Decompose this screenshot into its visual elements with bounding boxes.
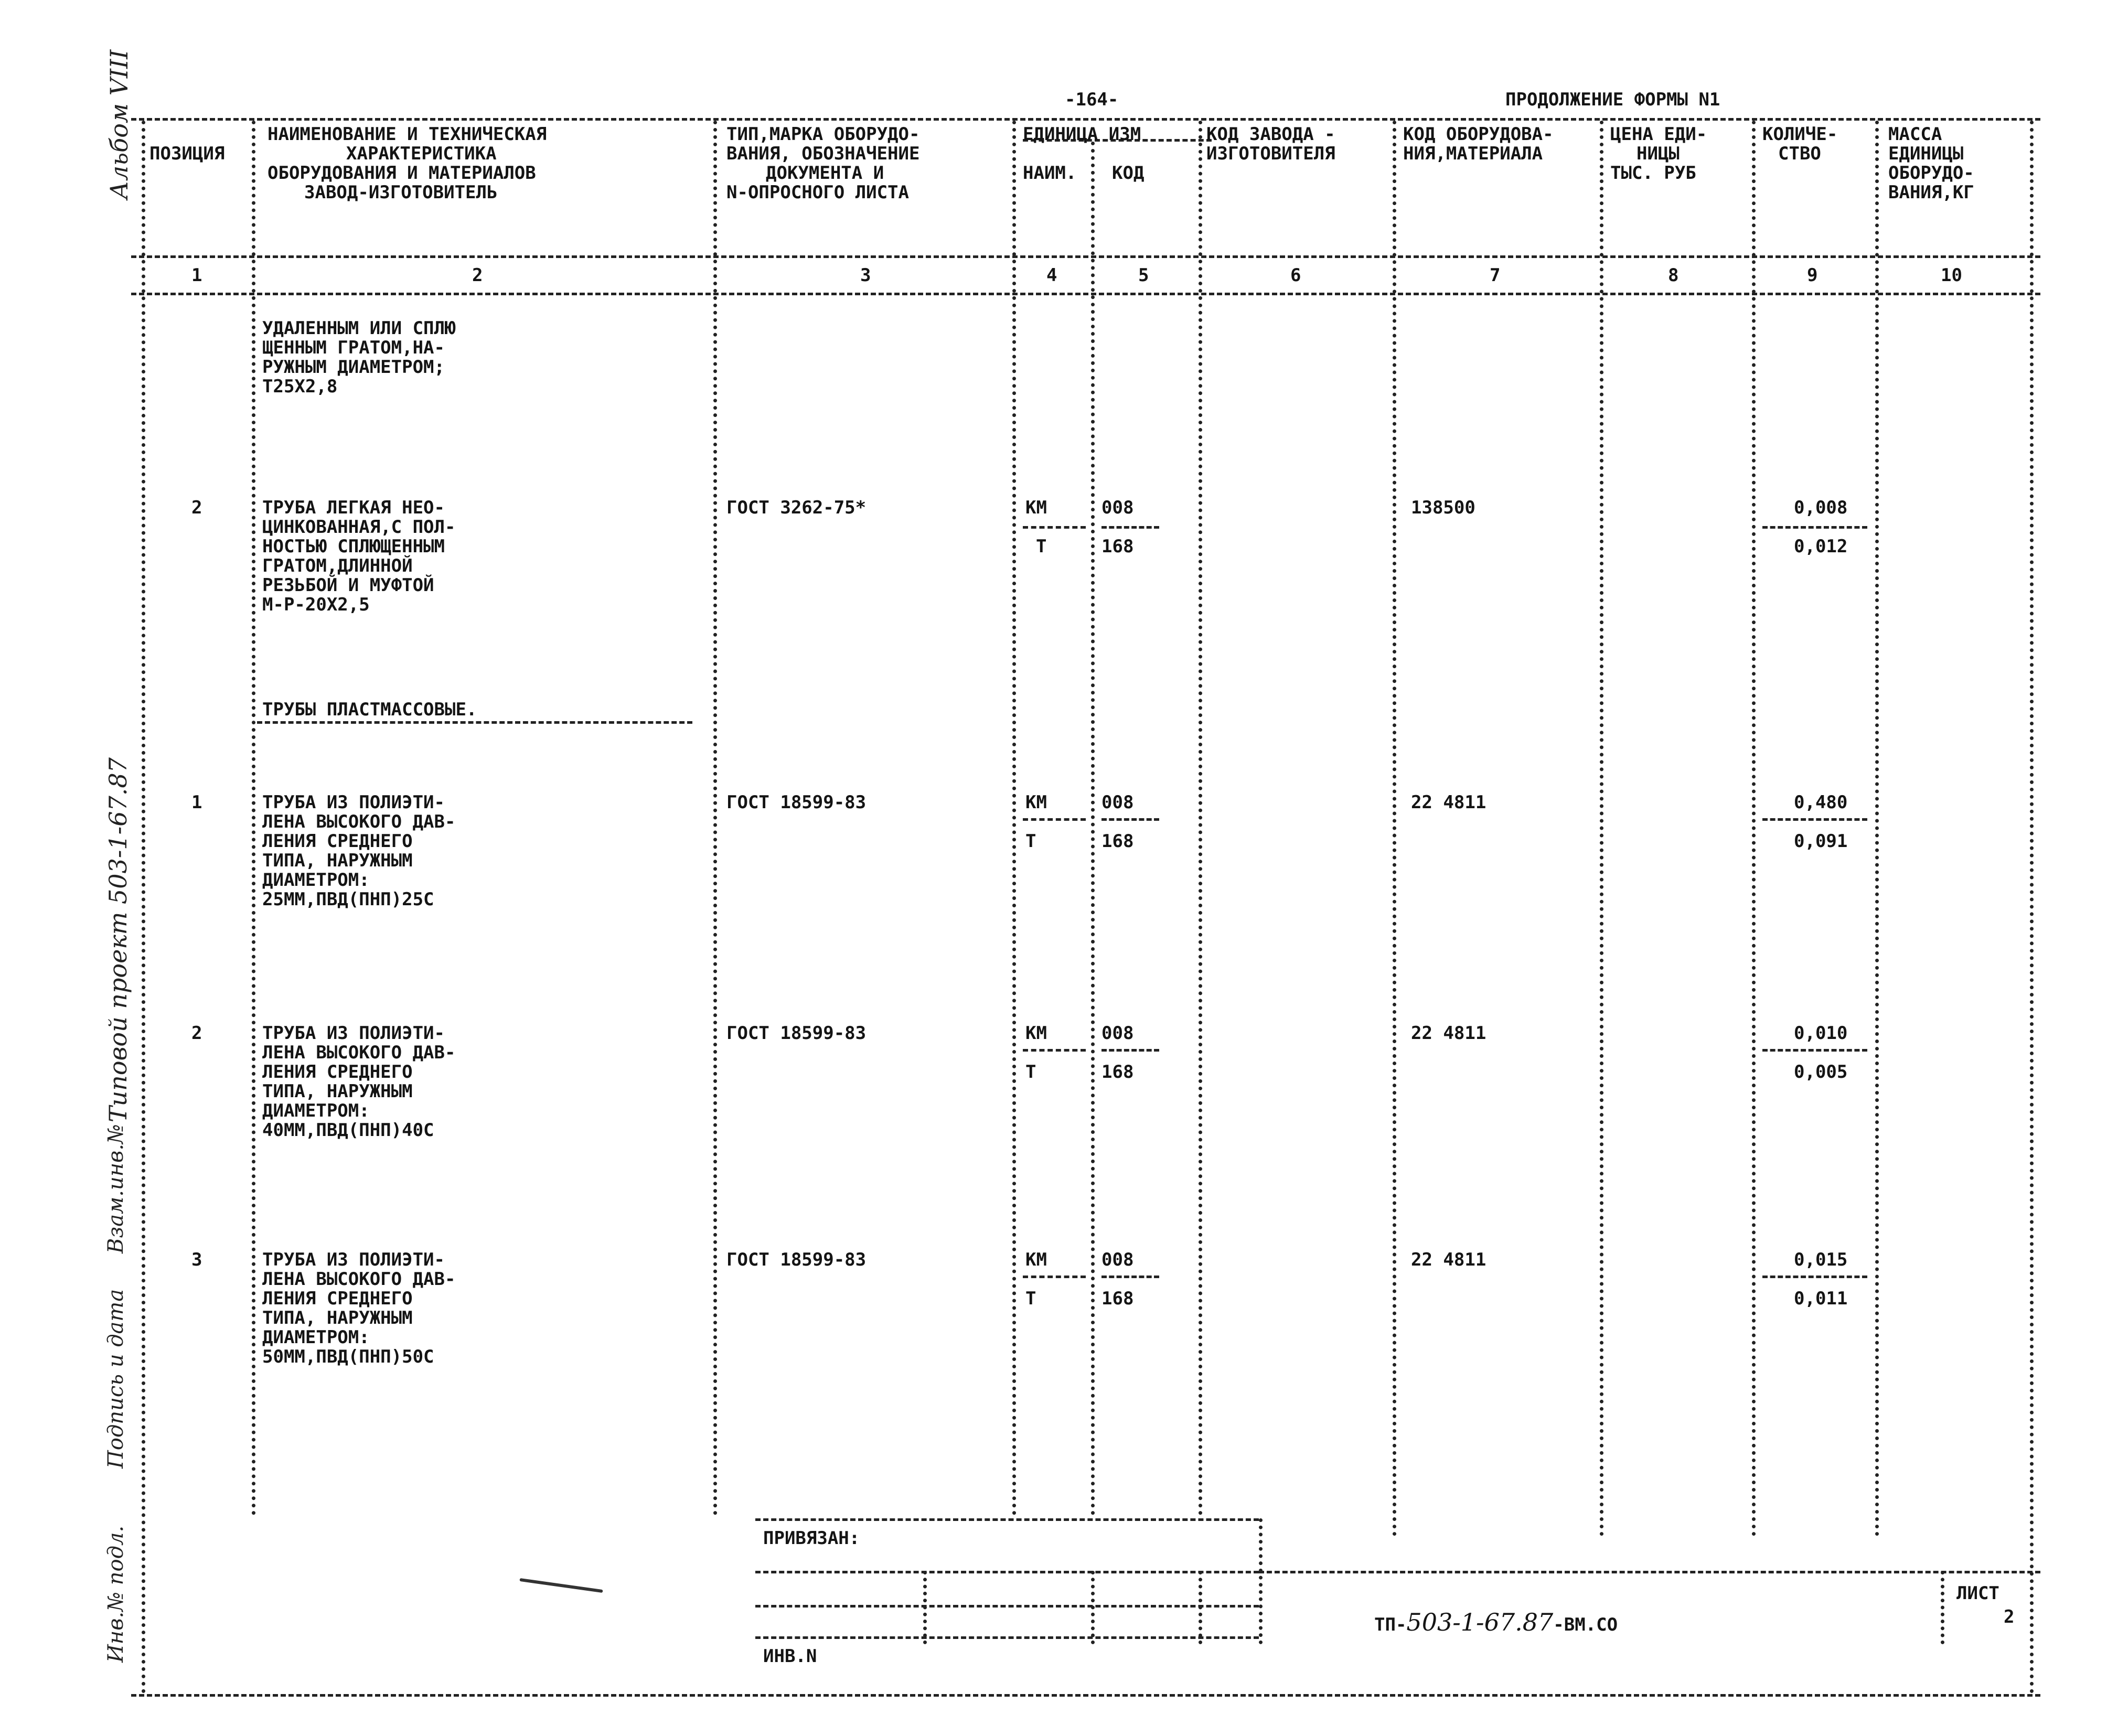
row-name-line: РУЖНЫМ ДИАМЕТРОМ; bbox=[262, 357, 445, 378]
row-name-line: ТРУБА ИЗ ПОЛИЭТИ- bbox=[262, 1023, 445, 1044]
side-label-vzam: Взам.инв.№ bbox=[104, 1124, 128, 1253]
header-mass: ВАНИЯ,КГ bbox=[1888, 182, 1974, 203]
col-border bbox=[1600, 121, 1603, 1537]
row-doc: ГОСТ 3262-75* bbox=[726, 497, 867, 518]
col-border bbox=[1752, 121, 1756, 1537]
row-name-line: 50ММ,ПВД(ПНП)50С bbox=[262, 1346, 434, 1367]
row-unit: Т bbox=[1025, 1288, 1036, 1309]
row-name-line: ТИПА, НАРУЖНЫМ bbox=[262, 1308, 413, 1328]
row-name-line: ТИПА, НАРУЖНЫМ bbox=[262, 1081, 413, 1102]
unit-sep bbox=[1023, 1049, 1086, 1052]
row-name-line: ЩЕННЫМ ГРАТОМ,НА- bbox=[262, 337, 445, 358]
row-qty: 0,010 bbox=[1794, 1023, 1848, 1044]
stamp-border bbox=[1199, 1571, 1202, 1644]
row-doc: ГОСТ 18599-83 bbox=[726, 792, 867, 813]
pen-stroke-mark bbox=[519, 1578, 603, 1593]
header-mass: МАССА bbox=[1888, 124, 1942, 145]
stamp-border bbox=[1941, 1571, 1944, 1644]
col-border bbox=[1199, 121, 1202, 1516]
header-price: ЦЕНА ЕДИ- bbox=[1610, 124, 1707, 145]
row-code: 008 bbox=[1101, 497, 1134, 518]
stamp-border bbox=[1091, 1571, 1095, 1644]
col-border bbox=[252, 121, 255, 1516]
header-unit: ЕДИНИЦА ИЗМ bbox=[1023, 124, 1141, 145]
col-number: 8 bbox=[1668, 265, 1679, 286]
row-position: 2 bbox=[191, 1023, 202, 1044]
col-number: 4 bbox=[1046, 265, 1057, 286]
doc-code-suffix: -ВМ.СО bbox=[1553, 1614, 1618, 1635]
row-name-line: ТРУБА ИЗ ПОЛИЭТИ- bbox=[262, 1249, 445, 1270]
header-factory-code: ИЗГОТОВИТЕЛЯ bbox=[1206, 143, 1335, 164]
col-border bbox=[713, 121, 717, 1516]
row-unit: КМ bbox=[1025, 1023, 1047, 1044]
row-name-line: ТРУБА ИЗ ПОЛИЭТИ- bbox=[262, 792, 445, 813]
page-number: -164- bbox=[1065, 89, 1119, 110]
row-material-code: 22 4811 bbox=[1411, 1249, 1486, 1270]
sheet-number: 2 bbox=[2004, 1606, 2015, 1627]
row-unit: Т bbox=[1036, 536, 1047, 557]
row-name-line: ЛЕНИЯ СРЕДНЕГО bbox=[262, 1288, 413, 1309]
row-name-line: ДИАМЕТРОМ: bbox=[262, 1327, 370, 1348]
header-name-line: НАИМЕНОВАНИЕ И ТЕХНИЧЕСКАЯ bbox=[268, 124, 547, 145]
row-unit: Т bbox=[1025, 1062, 1036, 1083]
row-name-line: ЛЕНА ВЫСОКОГО ДАВ- bbox=[262, 1269, 456, 1290]
side-label-album: Альбом VIII bbox=[105, 49, 133, 199]
sheet-label: ЛИСТ bbox=[1956, 1583, 1999, 1604]
row-position: 1 bbox=[191, 792, 202, 813]
row-qty: 0,091 bbox=[1794, 831, 1848, 852]
header-material-code: КОД ОБОРУДОВА- bbox=[1403, 124, 1554, 145]
row-unit: КМ bbox=[1025, 497, 1047, 518]
section-heading: ТРУБЫ ПЛАСТМАССОВЫЕ. bbox=[262, 699, 477, 720]
row-material-code: 22 4811 bbox=[1411, 1023, 1486, 1044]
row-name-line: ЛЕНА ВЫСОКОГО ДАВ- bbox=[262, 811, 456, 832]
code-sep bbox=[1101, 526, 1159, 529]
row-qty: 0,012 bbox=[1794, 536, 1848, 557]
col-number: 10 bbox=[1941, 265, 1962, 286]
header-mass: ЕДИНИЦЫ bbox=[1888, 143, 1964, 164]
col-number: 3 bbox=[860, 265, 871, 286]
row-name-line: НОСТЬЮ СПЛЮЩЕННЫМ bbox=[262, 536, 445, 557]
stamp-rule bbox=[755, 1518, 1259, 1521]
row-name-line: ДИАМЕТРОМ: bbox=[262, 870, 370, 891]
row-name-line: М-Р-20Х2,5 bbox=[262, 594, 370, 615]
header-unit-code: КОД bbox=[1112, 163, 1145, 184]
row-code: 168 bbox=[1101, 1288, 1134, 1309]
row-material-code: 22 4811 bbox=[1411, 792, 1486, 813]
row-qty: 0,015 bbox=[1794, 1249, 1848, 1270]
stamp-inv: ИНВ.N bbox=[763, 1646, 817, 1667]
header-qty: СТВО bbox=[1778, 143, 1821, 164]
row-code: 008 bbox=[1101, 1023, 1134, 1044]
header-name-line: ХАРАКТЕРИСТИКА bbox=[346, 143, 497, 164]
side-label-inv-podl: Инв.№ подл. bbox=[104, 1525, 128, 1663]
row-unit: КМ bbox=[1025, 792, 1047, 813]
col-number: 2 bbox=[472, 265, 483, 286]
stamp-rule bbox=[755, 1571, 1259, 1573]
col-border bbox=[1393, 121, 1396, 1537]
row-code: 168 bbox=[1101, 1062, 1134, 1083]
doc-code bbox=[1374, 1608, 1618, 1636]
code-sep bbox=[1101, 1276, 1159, 1278]
row-qty: 0,005 bbox=[1794, 1062, 1848, 1083]
qty-sep bbox=[1762, 526, 1867, 529]
row-code: 008 bbox=[1101, 1249, 1134, 1270]
header-position: ПОЗИЦИЯ bbox=[149, 143, 225, 164]
row-qty: 0,011 bbox=[1794, 1288, 1848, 1309]
row-qty: 0,480 bbox=[1794, 792, 1848, 813]
unit-sep bbox=[1023, 818, 1086, 821]
rule-section-underline bbox=[257, 721, 692, 724]
row-unit: Т bbox=[1025, 831, 1036, 852]
row-name-line: ТРУБА ЛЕГКАЯ НЕО- bbox=[262, 497, 445, 518]
stamp-rule-title bbox=[1259, 1571, 2040, 1573]
row-unit: КМ bbox=[1025, 1249, 1047, 1270]
row-name-line: ГРАТОМ,ДЛИННОЙ bbox=[262, 555, 413, 576]
header-type-line: N-ОПРОСНОГО ЛИСТА bbox=[726, 182, 909, 203]
row-name-line: 40ММ,ПВД(ПНП)40С bbox=[262, 1120, 434, 1141]
col-border bbox=[1012, 121, 1016, 1516]
row-code: 008 bbox=[1101, 792, 1134, 813]
header-price: ТЫС. РУБ bbox=[1610, 163, 1696, 184]
header-type-line: ДОКУМЕНТА И bbox=[766, 163, 884, 184]
header-factory-code: КОД ЗАВОДА - bbox=[1206, 124, 1335, 145]
header-mass: ОБОРУДО- bbox=[1888, 163, 1974, 184]
header-type-line: ВАНИЯ, ОБОЗНАЧЕНИЕ bbox=[726, 143, 920, 164]
row-material-code: 138500 bbox=[1411, 497, 1475, 518]
row-name-line: Т25Х2,8 bbox=[262, 376, 338, 397]
row-name-line: 25ММ,ПВД(ПНП)25С bbox=[262, 889, 434, 910]
row-name-line: ТИПА, НАРУЖНЫМ bbox=[262, 850, 413, 871]
row-name-line: ЛЕНА ВЫСОКОГО ДАВ- bbox=[262, 1042, 456, 1063]
col-border bbox=[1091, 142, 1095, 1516]
row-doc: ГОСТ 18599-83 bbox=[726, 1023, 867, 1044]
row-code: 168 bbox=[1101, 536, 1134, 557]
stamp-rule bbox=[755, 1605, 1259, 1608]
col-border bbox=[1875, 121, 1879, 1537]
qty-sep bbox=[1762, 1276, 1867, 1278]
col-number: 9 bbox=[1807, 265, 1818, 286]
row-qty: 0,008 bbox=[1794, 497, 1848, 518]
col-number: 6 bbox=[1290, 265, 1301, 286]
col-border bbox=[2030, 121, 2034, 1694]
qty-sep bbox=[1762, 1049, 1867, 1052]
row-name-line: ЦИНКОВАННАЯ,С ПОЛ- bbox=[262, 517, 456, 538]
row-name-line: УДАЛЕННЫМ ИЛИ СПЛЮ bbox=[262, 318, 456, 339]
row-name-line: ДИАМЕТРОМ: bbox=[262, 1100, 370, 1121]
stamp-privyazan: ПРИВЯЗАН: bbox=[763, 1528, 860, 1549]
row-name-line: ЛЕНИЯ СРЕДНЕГО bbox=[262, 1062, 413, 1083]
col-number: 1 bbox=[191, 265, 202, 286]
header-material-code: НИЯ,МАТЕРИАЛА bbox=[1403, 143, 1543, 164]
stamp-rule bbox=[755, 1636, 1259, 1639]
unit-sep bbox=[1023, 526, 1086, 529]
unit-sep bbox=[1023, 1276, 1086, 1278]
side-label-project: Типовой проект 503-1-67.87 bbox=[104, 757, 132, 1122]
header-price: НИЦЫ bbox=[1637, 143, 1680, 164]
row-name-line: РЕЗЬБОЙ И МУФТОЙ bbox=[262, 575, 434, 596]
doc-code-handwritten: 503-1-67.87 bbox=[1406, 1608, 1554, 1636]
header-unit-name: НАИМ. bbox=[1023, 163, 1077, 184]
qty-sep bbox=[1762, 818, 1867, 821]
stamp-border bbox=[1259, 1518, 1263, 1644]
row-doc: ГОСТ 18599-83 bbox=[726, 1249, 867, 1270]
rule-bottom bbox=[131, 1694, 2040, 1697]
row-position: 3 bbox=[191, 1249, 202, 1270]
header-name-line: ОБОРУДОВАНИЯ И МАТЕРИАЛОВ bbox=[268, 163, 536, 184]
col-number: 7 bbox=[1490, 265, 1501, 286]
stamp-border bbox=[923, 1571, 927, 1644]
header-name-line: ЗАВОД-ИЗГОТОВИТЕЛЬ bbox=[304, 182, 498, 203]
form-continuation-title: ПРОДОЛЖЕНИЕ ФОРМЫ N1 bbox=[1505, 89, 1720, 110]
col-border bbox=[142, 121, 145, 1694]
row-name-line: ЛЕНИЯ СРЕДНЕГО bbox=[262, 831, 413, 852]
code-sep bbox=[1101, 818, 1159, 821]
header-type-line: ТИП,МАРКА ОБОРУДО- bbox=[726, 124, 920, 145]
code-sep bbox=[1101, 1049, 1159, 1052]
header-qty: КОЛИЧЕ- bbox=[1762, 124, 1838, 145]
side-label-podpis: Подпись и дата bbox=[104, 1289, 128, 1469]
row-code: 168 bbox=[1101, 831, 1134, 852]
col-number: 5 bbox=[1138, 265, 1149, 286]
doc-code-prefix: ТП- bbox=[1374, 1614, 1407, 1635]
row-position: 2 bbox=[191, 497, 202, 518]
